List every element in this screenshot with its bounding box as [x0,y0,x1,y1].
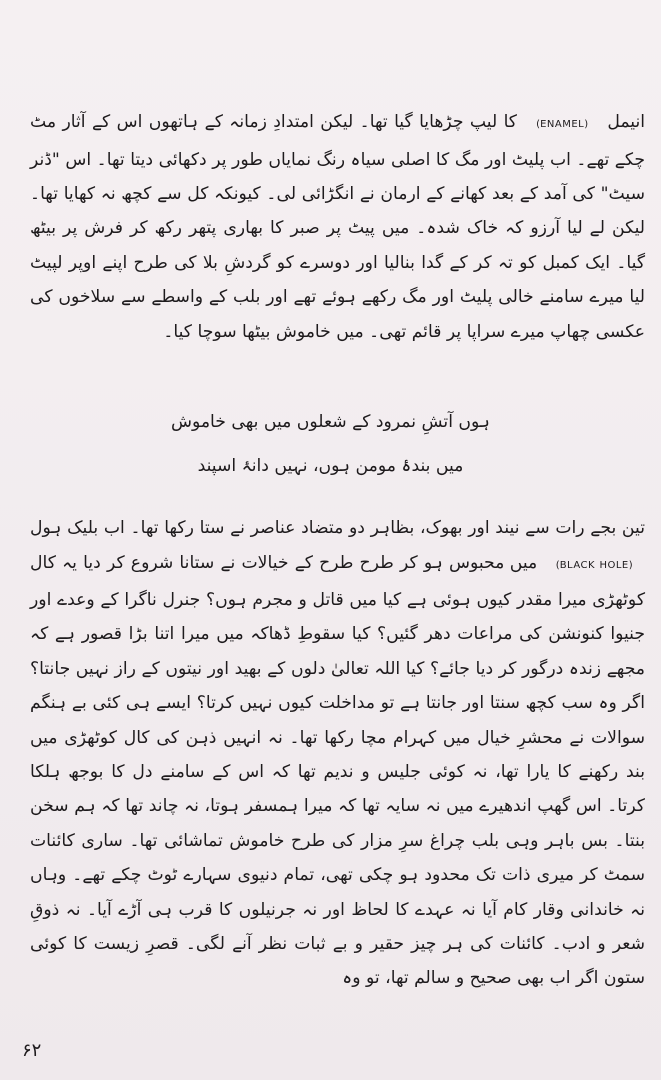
paragraph-2 [30,511,645,996]
paragraph-1 [30,105,645,349]
para2-start: تین بجے رات سے نیند اور بھوک، بظاہر دو متضاد عناصر نے ستا رکھا تھا۔ اب بلیک ہول [30,518,645,539]
latin-term-enamel: (ENAMEL) [536,119,589,131]
para1-start: انیمل [607,112,646,133]
verse-line-1: ہوں آتشِ نمرود کے شعلوں میں بھی خاموش [170,412,491,432]
verse-line-2: میں بندۂ مومن ہوں، نہیں دانۂ اسپند [197,456,464,476]
page-number: ۶۲ [22,1040,42,1061]
latin-term-black-hole: (BLACK HOLE) [555,559,633,571]
para1-body: کا لیپ چڑھایا گیا تھا۔ لیکن امتدادِ زمانہ کے ہاتھوں اس کے آثار مٹ چکے تھے۔ اب پلیٹ اور مگ کا اصلی سیاہ رنگ نمایاں طور پر دکھائی دیتا تھا۔ اس "ڈنر سیٹ" کی آمد کے بعد کھانے کے ارمان نے انگڑائی لی۔ کیونکہ کل سے کچھ نہ کھایا تھا۔ لیکن لے لیا آرزو کہ خاک شدہ۔ میں پیٹ پر صبر کا بھاری پتھر رکھ کر فرش پر بیٹھ گیا۔ ایک کمبل کو تہ کر کے گدا بنالیا اور دوسرے کو گردشِ بلا کی طرح اپنے اوپر لپیٹ لیا میرے سامنے خالی پلیٹ اور مگ رکھے ہوئے تھے اور بلب کے واسطے سے سلاخوں کی عکسی چھاپ میرے سراپا پر قائم تھی۔ میں خاموش بیٹھا سوچا کیا۔ [30,112,645,342]
para2-body: میں محبوس ہو کر طرح طرح کے خیالات نے ستانا شروع کر دیا یہ کال کوٹھڑی میرا مقدر کیوں ہوئی ہے کیا میں قاتل و مجرم ہوں؟ جنرل ناگرا کے وعدے اور جنیوا کنونشن کی مراعات دھر گئیں؟ کیا سقوطِ ڈھاکہ میں میرا اتنا بڑا قصور ہے کہ مجھے زندہ درگور کر دیا جائے؟ کیا اللہ تعالیٰ دلوں کے بھید اور نیتوں کے راز نہیں جانتا؟ اگر وہ سب کچھ سنتا اور جانتا ہے تو مداخلت کیوں نہیں کرتا؟ ایسے ہی کئی بے ہنگم سوالات نے محشرِ خیال میں کہرام مچا رکھا تھا۔ نہ انہیں ذہن کی کال کوٹھڑی میں بند رکھنے کا یارا تھا، نہ کوئی جلیس و ندیم تھا کہ اس کے سامنے دل کا بوجھ ہلکا کرتا۔ اس گھپ اندھیرے میں نہ سایہ تھا کہ میرا ہمسفر ہوتا، نہ چاند تھا کہ ہم سخن بنتا۔ بس باہر وہی بلب چراغ سرِ مزار کی طرح خاموش تماشائی تھا۔ ساری کائنات سمٹ کر میری ذات تک محدود ہو چکی تھی، تمام دنیوی سہارے ٹوٹ چکے تھے۔ وہاں نہ خاندانی وقار کام آیا نہ عہدے کا لحاظ اور نہ جرنیلوں کا قرب ہی آڑے آیا۔ نہ ذوقِ شعر و ادب۔ کائنات کی ہر چیز حقیر و بے ثبات نظر آنے لگی۔ قصرِ زیست کا کوئی ستون اگر اب بھی صحیح و سالم تھا، تو وہ [30,552,645,989]
